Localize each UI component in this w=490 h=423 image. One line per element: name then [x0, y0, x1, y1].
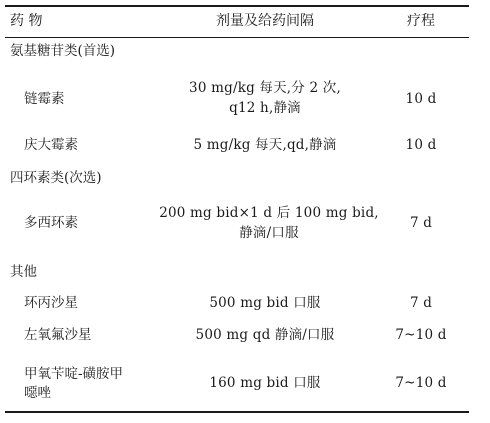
dosage-line: 静滴/口服 — [239, 225, 299, 241]
header-dosage: 剂量及给药间隔 — [216, 13, 314, 29]
header-drug: 药 物 — [10, 13, 43, 29]
drug-name: 环丙沙星 — [24, 295, 78, 311]
dosage-line: 160 mg bid 口服 — [209, 375, 321, 391]
dosage-line: 200 mg bid×1 d 后 100 mg bid, — [159, 205, 379, 221]
course-value: 7 d — [409, 215, 433, 231]
section-title: 其他 — [10, 264, 37, 280]
drug-name: 链霉素 — [24, 91, 65, 107]
dosage-line: q12 h,静滴 — [229, 100, 301, 116]
section-title: 氨基糖苷类(首选) — [10, 43, 116, 59]
drug-name: 甲氧苄啶-磺胺甲 — [24, 366, 124, 382]
table-header-rule — [5, 37, 469, 38]
drug-name: 庆大霉素 — [24, 137, 78, 153]
course-value: 7~10 d — [395, 375, 447, 391]
header-course: 疗程 — [407, 13, 435, 29]
drug-name: 左氧氟沙星 — [24, 327, 92, 343]
drug-name: 噁唑 — [24, 385, 51, 401]
course-value: 7 d — [409, 295, 433, 311]
dosage-line: 5 mg/kg 每天,qd,静滴 — [193, 137, 337, 153]
section-title: 四环素类(次选) — [10, 170, 102, 186]
dosage-line: 30 mg/kg 每天,分 2 次, — [189, 80, 341, 96]
dosage-line: 500 mg bid 口服 — [209, 295, 321, 311]
course-value: 7~10 d — [395, 327, 447, 343]
drug-name: 多西环素 — [24, 215, 78, 231]
table-top-rule — [5, 5, 469, 7]
dosage-line: 500 mg qd 静滴/口服 — [195, 327, 335, 343]
course-value: 10 d — [405, 137, 437, 153]
course-value: 10 d — [405, 91, 437, 107]
table-bottom-rule — [5, 411, 469, 413]
